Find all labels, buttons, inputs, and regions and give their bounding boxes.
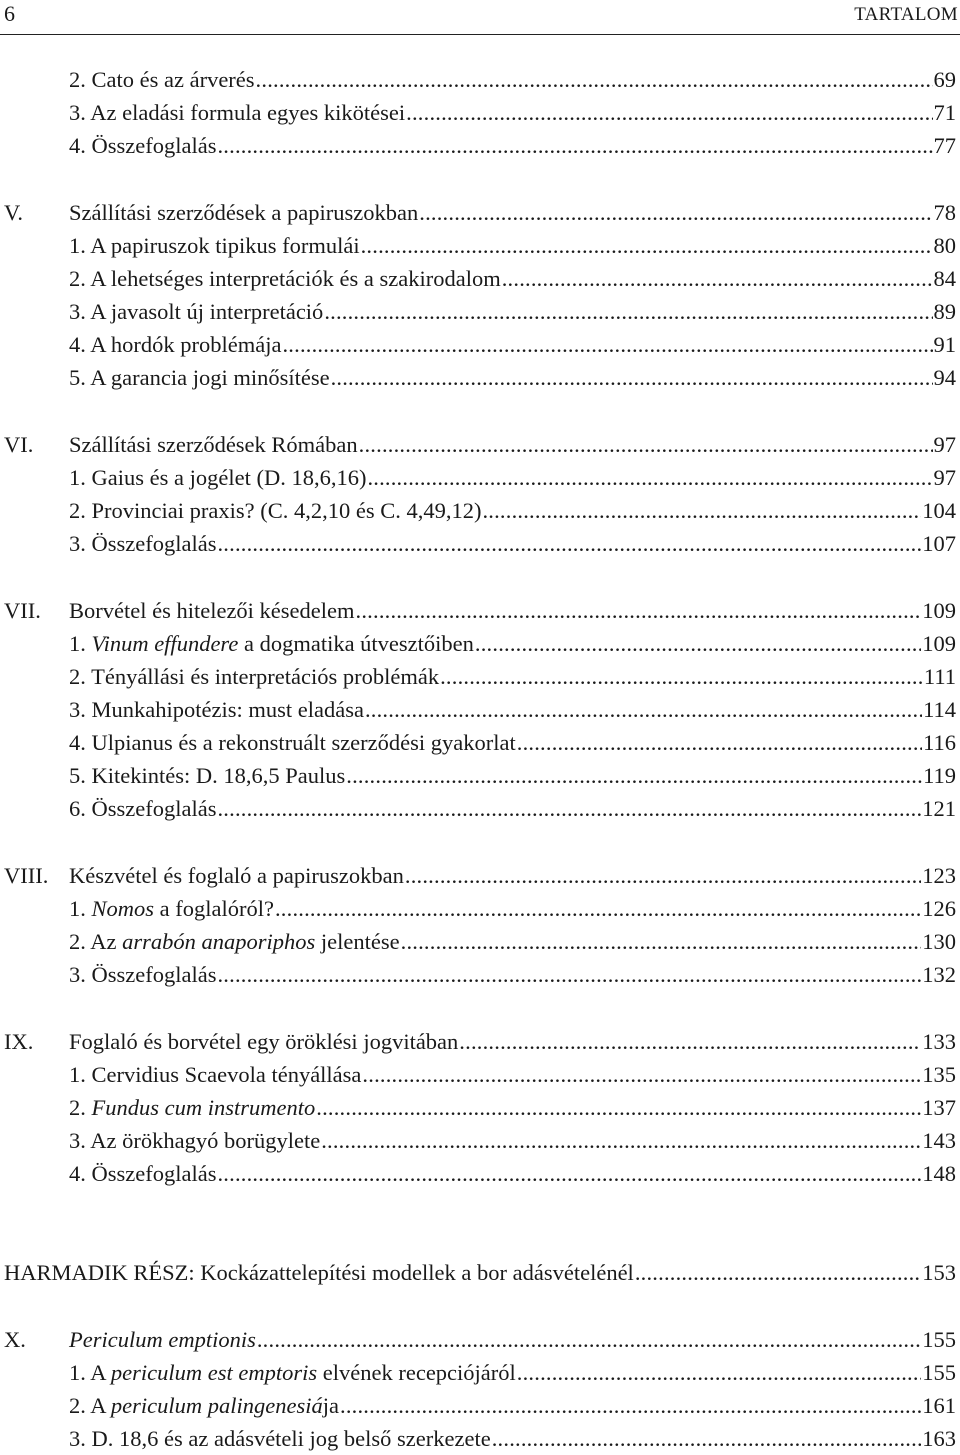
chapter-number: IX. bbox=[4, 1029, 34, 1054]
toc-section-entry[interactable] bbox=[0, 129, 960, 162]
toc-section-entry[interactable] bbox=[0, 1389, 960, 1422]
entry-title bbox=[69, 660, 439, 693]
entry-title bbox=[69, 1356, 516, 1389]
dot-leader bbox=[217, 792, 921, 825]
toc-line bbox=[69, 660, 956, 693]
entry-page-number: 153 bbox=[922, 1260, 956, 1285]
title-part: Borvétel és hitelezői késedelem bbox=[69, 598, 355, 623]
entry-title bbox=[69, 262, 501, 295]
entry-title bbox=[69, 527, 216, 560]
toc-spacer bbox=[0, 1289, 960, 1323]
title-part: 2. Az bbox=[69, 929, 123, 954]
toc-line bbox=[69, 693, 956, 726]
toc-line bbox=[69, 229, 956, 262]
toc-section-entry[interactable] bbox=[0, 1124, 960, 1157]
toc-line bbox=[69, 627, 956, 660]
dot-leader bbox=[217, 527, 921, 560]
toc-section-entry[interactable] bbox=[0, 759, 960, 792]
entry-page-number: 78 bbox=[933, 200, 956, 225]
entry-page-number: 148 bbox=[922, 1161, 956, 1186]
toc-section-entry[interactable] bbox=[0, 328, 960, 361]
toc-line bbox=[69, 129, 956, 162]
toc-line bbox=[69, 859, 956, 892]
title-part: Foglaló és borvétel egy öröklési jogvitában bbox=[69, 1029, 459, 1054]
toc-section-entry[interactable] bbox=[0, 925, 960, 958]
title-part: 3. Munkahipotézis: must eladása bbox=[69, 697, 364, 722]
dot-leader bbox=[492, 1422, 922, 1455]
entry-page-number: 126 bbox=[922, 896, 956, 921]
entry-page-number: 161 bbox=[922, 1393, 956, 1418]
title-part: 4. Összefoglalás bbox=[69, 133, 217, 158]
toc-section-entry[interactable] bbox=[0, 693, 960, 726]
dot-leader bbox=[482, 494, 921, 527]
dot-leader bbox=[517, 726, 922, 759]
dot-leader bbox=[321, 1124, 921, 1157]
italic-title-part: periculum palingenesiá bbox=[110, 1393, 323, 1418]
entry-title bbox=[69, 594, 355, 627]
dot-leader bbox=[316, 1091, 921, 1124]
title-part: 2. Cato és az árverés bbox=[69, 67, 255, 92]
entry-page-number: 94 bbox=[933, 365, 956, 390]
dot-leader bbox=[275, 892, 921, 925]
entry-title bbox=[69, 1058, 361, 1091]
title-part: 2. A lehetséges interpretációk és a szakirodalom bbox=[69, 266, 501, 291]
title-part: elvének recepciójáról bbox=[317, 1360, 516, 1385]
dot-leader bbox=[217, 1157, 921, 1190]
toc-line bbox=[69, 594, 956, 627]
entry-title bbox=[69, 627, 474, 660]
dot-leader bbox=[257, 1323, 921, 1356]
entry-title bbox=[69, 196, 418, 229]
entry-page-number: 132 bbox=[922, 962, 956, 987]
dot-leader bbox=[346, 759, 922, 792]
dot-leader bbox=[406, 96, 932, 129]
title-part: 3. Összefoglalás bbox=[69, 531, 217, 556]
entry-page-number: 119 bbox=[923, 763, 956, 788]
entry-title bbox=[69, 96, 405, 129]
toc-section-entry[interactable] bbox=[0, 527, 960, 560]
entry-page-number: 143 bbox=[922, 1128, 956, 1153]
toc-line bbox=[69, 759, 956, 792]
toc-section-entry[interactable] bbox=[0, 627, 960, 660]
italic-title-part: Fundus cum instrumento bbox=[91, 1095, 316, 1120]
dot-leader bbox=[459, 1025, 921, 1058]
title-part: 4. Összefoglalás bbox=[69, 1161, 217, 1186]
title-part: Készvétel és foglaló a papiruszokban bbox=[69, 863, 404, 888]
toc-line bbox=[69, 1124, 956, 1157]
dot-leader bbox=[340, 1389, 921, 1422]
title-part: 3. Az örökhagyó borügylete bbox=[69, 1128, 321, 1153]
toc-line bbox=[69, 1422, 956, 1455]
title-part: 1. A papiruszok tipikus formulái bbox=[69, 233, 360, 258]
toc-line bbox=[69, 925, 956, 958]
dot-leader bbox=[362, 1058, 921, 1091]
italic-title-part: periculum est emptoris bbox=[110, 1360, 318, 1385]
toc-section-entry[interactable] bbox=[0, 892, 960, 925]
page-number: 6 bbox=[4, 1, 15, 26]
table-of-contents bbox=[0, 63, 960, 1455]
toc-section-entry[interactable] bbox=[0, 1356, 960, 1389]
page-header bbox=[0, 0, 960, 35]
title-part: Szállítási szerződések a papiruszokban bbox=[69, 200, 419, 225]
title-part: 1. Gaius és a jogélet (D. 18,6,16) bbox=[69, 465, 367, 490]
toc-section-entry[interactable] bbox=[0, 229, 960, 262]
toc-line bbox=[69, 527, 956, 560]
dot-leader bbox=[331, 361, 933, 394]
dot-leader bbox=[502, 262, 933, 295]
entry-page-number: 133 bbox=[922, 1029, 956, 1054]
dot-leader bbox=[401, 925, 922, 958]
dot-leader bbox=[405, 859, 921, 892]
entry-title bbox=[69, 1323, 256, 1356]
dot-leader bbox=[324, 295, 932, 328]
entry-title bbox=[69, 295, 323, 328]
toc-section-entry[interactable] bbox=[0, 1058, 960, 1091]
title-part: 1. Cervidius Scaevola tényállása bbox=[69, 1062, 362, 1087]
italic-title-part: Vinum effundere bbox=[91, 631, 239, 656]
toc-line bbox=[69, 1091, 956, 1124]
title-part: HARMADIK RÉSZ: Kockázattelepítési modellek a bor adásvételénél bbox=[4, 1260, 634, 1285]
entry-page-number: 114 bbox=[923, 697, 956, 722]
chapter-number: VII. bbox=[4, 598, 41, 623]
toc-line bbox=[69, 1323, 956, 1356]
toc-line bbox=[69, 792, 956, 825]
entry-page-number: 89 bbox=[933, 299, 956, 324]
entry-page-number: 130 bbox=[922, 929, 956, 954]
toc-line bbox=[69, 1025, 956, 1058]
dot-leader bbox=[356, 594, 922, 627]
toc-section-entry[interactable] bbox=[0, 792, 960, 825]
entry-title bbox=[69, 859, 404, 892]
toc-line bbox=[4, 1256, 956, 1289]
title-part: 2. Tényállási és interpretációs problémák bbox=[69, 664, 440, 689]
toc-part-entry[interactable] bbox=[0, 1256, 960, 1289]
dot-leader bbox=[361, 229, 933, 262]
toc-line bbox=[69, 892, 956, 925]
toc-spacer bbox=[0, 394, 960, 428]
dot-leader bbox=[440, 660, 923, 693]
toc-section-entry[interactable] bbox=[0, 96, 960, 129]
title-part: a dogmatika útvesztőiben bbox=[238, 631, 474, 656]
title-part: 3. D. 18,6 és az adásvételi jog belső szerkezete bbox=[69, 1426, 491, 1451]
title-part: 1. bbox=[69, 631, 92, 656]
entry-title bbox=[69, 63, 255, 96]
toc-line bbox=[69, 1058, 956, 1091]
entry-title bbox=[69, 229, 360, 262]
entry-title bbox=[69, 958, 216, 991]
toc-section-entry[interactable] bbox=[0, 494, 960, 527]
dot-leader bbox=[282, 328, 932, 361]
toc-line bbox=[69, 494, 956, 527]
title-part: 1. bbox=[69, 896, 92, 921]
entry-page-number: 104 bbox=[922, 498, 956, 523]
title-part: 4. A hordók problémája bbox=[69, 332, 282, 357]
italic-title-part: Periculum emptionis bbox=[69, 1327, 256, 1352]
entry-page-number: 121 bbox=[922, 796, 956, 821]
entry-title bbox=[69, 1124, 320, 1157]
toc-chapter-entry[interactable] bbox=[0, 859, 960, 892]
toc-line bbox=[69, 461, 956, 494]
title-part: a foglalóról? bbox=[154, 896, 274, 921]
dot-leader bbox=[475, 627, 921, 660]
italic-title-part: arrabón anaporiphos bbox=[122, 929, 316, 954]
chapter-number: VI. bbox=[4, 432, 34, 457]
toc-section-entry[interactable] bbox=[0, 660, 960, 693]
dot-leader bbox=[359, 428, 933, 461]
toc-section-entry[interactable] bbox=[0, 958, 960, 991]
toc-chapter-entry[interactable] bbox=[0, 196, 960, 229]
title-part: Szállítási szerződések Rómában bbox=[69, 432, 358, 457]
entry-title bbox=[69, 1389, 339, 1422]
toc-line bbox=[69, 295, 956, 328]
entry-page-number: 155 bbox=[922, 1327, 956, 1352]
entry-title bbox=[69, 361, 330, 394]
chapter-number: VIII. bbox=[4, 863, 49, 888]
entry-title bbox=[69, 1157, 216, 1190]
entry-page-number: 111 bbox=[923, 664, 956, 689]
toc-line bbox=[69, 328, 956, 361]
title-part: 4. Ulpianus és a rekonstruált szerződési gyakorlat bbox=[69, 730, 516, 755]
dot-leader bbox=[367, 461, 932, 494]
running-head: TARTALOM bbox=[854, 4, 958, 25]
title-part: ja bbox=[322, 1393, 339, 1418]
entry-page-number: 77 bbox=[933, 133, 956, 158]
entry-page-number: 97 bbox=[933, 465, 956, 490]
toc-section-entry[interactable] bbox=[0, 1157, 960, 1190]
chapter-number: X. bbox=[4, 1327, 26, 1352]
title-part: 2. Provinciai praxis? (C. 4,2,10 és C. 4,49,12) bbox=[69, 498, 482, 523]
toc-line bbox=[69, 958, 956, 991]
toc-line bbox=[69, 726, 956, 759]
entry-title bbox=[69, 925, 400, 958]
toc-spacer bbox=[0, 825, 960, 859]
entry-title bbox=[69, 759, 345, 792]
toc-spacer bbox=[0, 560, 960, 594]
entry-title bbox=[69, 461, 366, 494]
entry-title bbox=[69, 726, 516, 759]
entry-page-number: 109 bbox=[922, 598, 956, 623]
dot-leader bbox=[635, 1256, 921, 1289]
entry-title bbox=[69, 494, 481, 527]
toc-section-entry[interactable] bbox=[0, 726, 960, 759]
entry-page-number: 71 bbox=[933, 100, 956, 125]
title-part: 3. Az eladási formula egyes kikötései bbox=[69, 100, 406, 125]
dot-leader bbox=[517, 1356, 921, 1389]
entry-title bbox=[4, 1256, 634, 1289]
toc-line bbox=[69, 1157, 956, 1190]
toc-section-entry[interactable] bbox=[0, 63, 960, 96]
entry-page-number: 123 bbox=[922, 863, 956, 888]
title-part: 2. bbox=[69, 1095, 92, 1120]
dot-leader bbox=[217, 129, 932, 162]
entry-title bbox=[69, 1422, 491, 1455]
dot-leader bbox=[365, 693, 922, 726]
toc-spacer bbox=[0, 1190, 960, 1256]
toc-chapter-entry[interactable] bbox=[0, 594, 960, 627]
toc-section-entry[interactable] bbox=[0, 1091, 960, 1124]
entry-title bbox=[69, 792, 216, 825]
toc-section-entry[interactable] bbox=[0, 295, 960, 328]
toc-chapter-entry[interactable] bbox=[0, 1323, 960, 1356]
toc-line bbox=[69, 262, 956, 295]
entry-page-number: 97 bbox=[933, 432, 956, 457]
toc-line bbox=[69, 361, 956, 394]
entry-title bbox=[69, 892, 274, 925]
toc-line bbox=[69, 1389, 956, 1422]
title-part: 5. Kitekintés: D. 18,6,5 Paulus bbox=[69, 763, 346, 788]
title-part: jelentése bbox=[315, 929, 400, 954]
title-part: 1. A bbox=[69, 1360, 111, 1385]
entry-page-number: 135 bbox=[922, 1062, 956, 1087]
entry-title bbox=[69, 129, 216, 162]
entry-title bbox=[69, 328, 281, 361]
title-part: 3. Összefoglalás bbox=[69, 962, 217, 987]
toc-section-entry[interactable] bbox=[0, 262, 960, 295]
entry-title bbox=[69, 1091, 315, 1124]
title-part: 6. Összefoglalás bbox=[69, 796, 217, 821]
entry-title bbox=[69, 693, 364, 726]
entry-page-number: 107 bbox=[922, 531, 956, 556]
entry-page-number: 116 bbox=[923, 730, 956, 755]
entry-page-number: 69 bbox=[933, 67, 956, 92]
dot-leader bbox=[217, 958, 921, 991]
entry-page-number: 155 bbox=[922, 1360, 956, 1385]
entry-title bbox=[69, 1025, 458, 1058]
dot-leader bbox=[256, 63, 933, 96]
toc-chapter-entry[interactable] bbox=[0, 428, 960, 461]
dot-leader bbox=[419, 196, 932, 229]
title-part: 2. A bbox=[69, 1393, 111, 1418]
entry-page-number: 91 bbox=[933, 332, 956, 357]
entry-page-number: 80 bbox=[933, 233, 956, 258]
toc-chapter-entry[interactable] bbox=[0, 1025, 960, 1058]
italic-title-part: Nomos bbox=[91, 896, 155, 921]
toc-line bbox=[69, 1356, 956, 1389]
entry-title bbox=[69, 428, 358, 461]
toc-line bbox=[69, 96, 956, 129]
entry-page-number: 84 bbox=[933, 266, 956, 291]
entry-page-number: 109 bbox=[922, 631, 956, 656]
toc-line bbox=[69, 63, 956, 96]
toc-line bbox=[69, 196, 956, 229]
toc-line bbox=[69, 428, 956, 461]
chapter-number: V. bbox=[4, 200, 23, 225]
entry-page-number: 163 bbox=[922, 1426, 956, 1451]
title-part: 5. A garancia jogi minősítése bbox=[69, 365, 330, 390]
toc-section-entry[interactable] bbox=[0, 361, 960, 394]
toc-section-entry[interactable] bbox=[0, 1422, 960, 1455]
entry-page-number: 137 bbox=[922, 1095, 956, 1120]
toc-section-entry[interactable] bbox=[0, 461, 960, 494]
title-part: 3. A javasolt új interpretáció bbox=[69, 299, 324, 324]
toc-spacer bbox=[0, 162, 960, 196]
toc-spacer bbox=[0, 991, 960, 1025]
